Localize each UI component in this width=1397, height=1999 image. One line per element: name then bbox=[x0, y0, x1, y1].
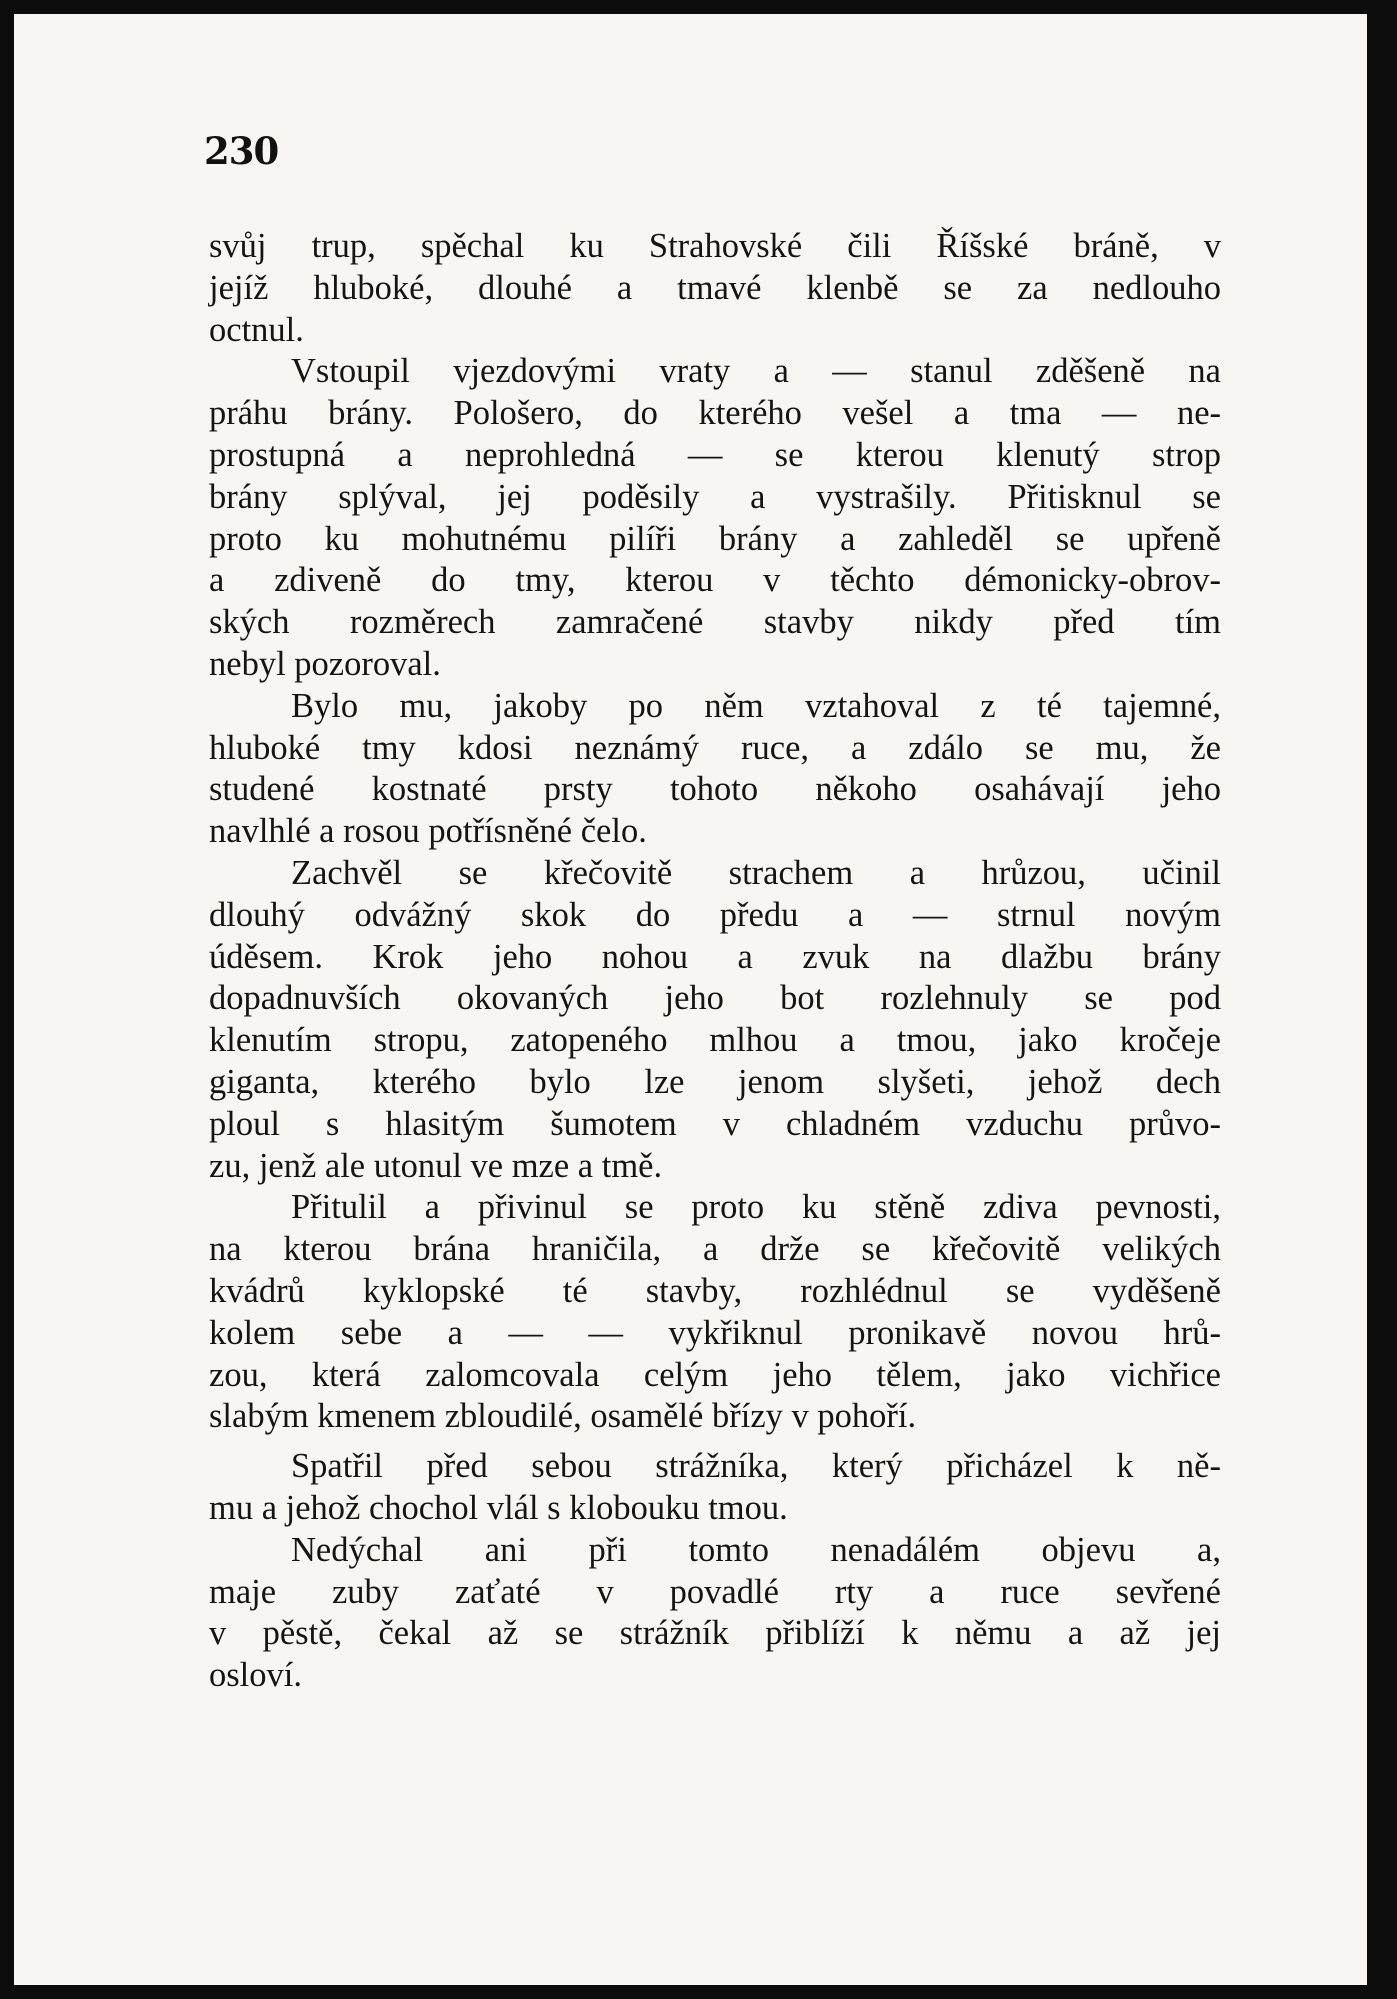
text-line: Přitulil a přivinul se proto ku stěně zdiva pevnosti, bbox=[291, 1188, 1221, 1227]
text-line: Spatřil před sebou strážníka, který přicházel k ně- bbox=[291, 1447, 1221, 1486]
text-line: dlouhý odvážný skok do předu a — strnul novým bbox=[209, 895, 1221, 934]
text-line: studené kostnaté prsty tohoto někoho osahávají jeho bbox=[209, 770, 1221, 809]
text-line: ských rozměrech zamračené stavby nikdy před tím bbox=[209, 603, 1221, 642]
text-line: navlhlé a rosou potřísněné čelo. bbox=[209, 812, 647, 851]
text-line: dopadnuvších okovaných jeho bot rozlehnuly se pod bbox=[209, 979, 1221, 1018]
text-line: Zachvěl se křečovitě strachem a hrůzou, učinil bbox=[291, 853, 1221, 892]
page-number: 230 bbox=[204, 129, 279, 173]
text-line: octnul. bbox=[209, 310, 304, 349]
paragraph-gap bbox=[209, 1438, 1221, 1446]
text-line: osloví. bbox=[209, 1656, 302, 1695]
text-line: klenutím stropu, zatopeného mlhou a tmou, jako kročeje bbox=[209, 1021, 1221, 1060]
text-line: ploul s hlasitým šumotem v chladném vzduchu průvo- bbox=[209, 1104, 1221, 1143]
text-line: prostupná a neprohledná — se kterou klenutý strop bbox=[209, 435, 1221, 474]
text-line: kolem sebe a — — vykřiknul pronikavě novou hrů- bbox=[209, 1313, 1221, 1352]
text-line: zu, jenž ale utonul ve mze a tmě. bbox=[209, 1146, 663, 1185]
text-line: giganta, kterého bylo lze jenom slyšeti, jehož dech bbox=[209, 1062, 1221, 1101]
scanned-page bbox=[14, 14, 1367, 1985]
text-line: na kterou brána hraničila, a drže se křečovitě velikých bbox=[209, 1230, 1221, 1269]
text-line: jejíž hluboké, dlouhé a tmavé klenbě se za nedlouho bbox=[209, 268, 1221, 307]
text-line: mu a jehož chochol vlál s klobouku tmou. bbox=[209, 1488, 788, 1527]
text-line: v pěstě, čekal až se strážník přiblíží k němu a až jej bbox=[209, 1614, 1221, 1653]
body-text bbox=[209, 226, 1221, 1697]
text-line: Bylo mu, jakoby po něm vztahoval z té tajemné, bbox=[291, 686, 1221, 725]
text-line: Nedýchal ani při tomto nenadálém objevu a, bbox=[291, 1530, 1221, 1569]
text-line: práhu brány. Pološero, do kterého vešel a tma — ne- bbox=[209, 394, 1221, 433]
text-line: zou, která zalomcovala celým jeho tělem, jako vichřice bbox=[209, 1355, 1221, 1394]
text-line: brány splýval, jej poděsily a vystrašily. Přitisknul se bbox=[209, 477, 1221, 516]
text-line: maje zuby zaťaté v povadlé rty a ruce sevřené bbox=[209, 1572, 1221, 1611]
text-line: nebyl pozoroval. bbox=[209, 644, 441, 683]
text-line: úděsem. Krok jeho nohou a zvuk na dlažbu brány bbox=[209, 937, 1221, 976]
text-line: slabým kmenem zbloudilé, osamělé břízy v pohoří. bbox=[209, 1397, 917, 1436]
text-line: svůj trup, spěchal ku Strahovské čili Říšské bráně, v bbox=[209, 227, 1221, 265]
text-line: proto ku mohutnému pilíři brány a zahleděl se upřeně bbox=[209, 519, 1221, 558]
text-line: a zdiveně do tmy, kterou v těchto démonicky-obrov- bbox=[209, 561, 1221, 600]
text-line: Vstoupil vjezdovými vraty a — stanul zděšeně na bbox=[291, 352, 1221, 391]
text-line: kvádrů kyklopské té stavby, rozhlédnul se vyděšeně bbox=[209, 1271, 1221, 1310]
text-line: hluboké tmy kdosi neznámý ruce, a zdálo se mu, že bbox=[209, 728, 1221, 767]
